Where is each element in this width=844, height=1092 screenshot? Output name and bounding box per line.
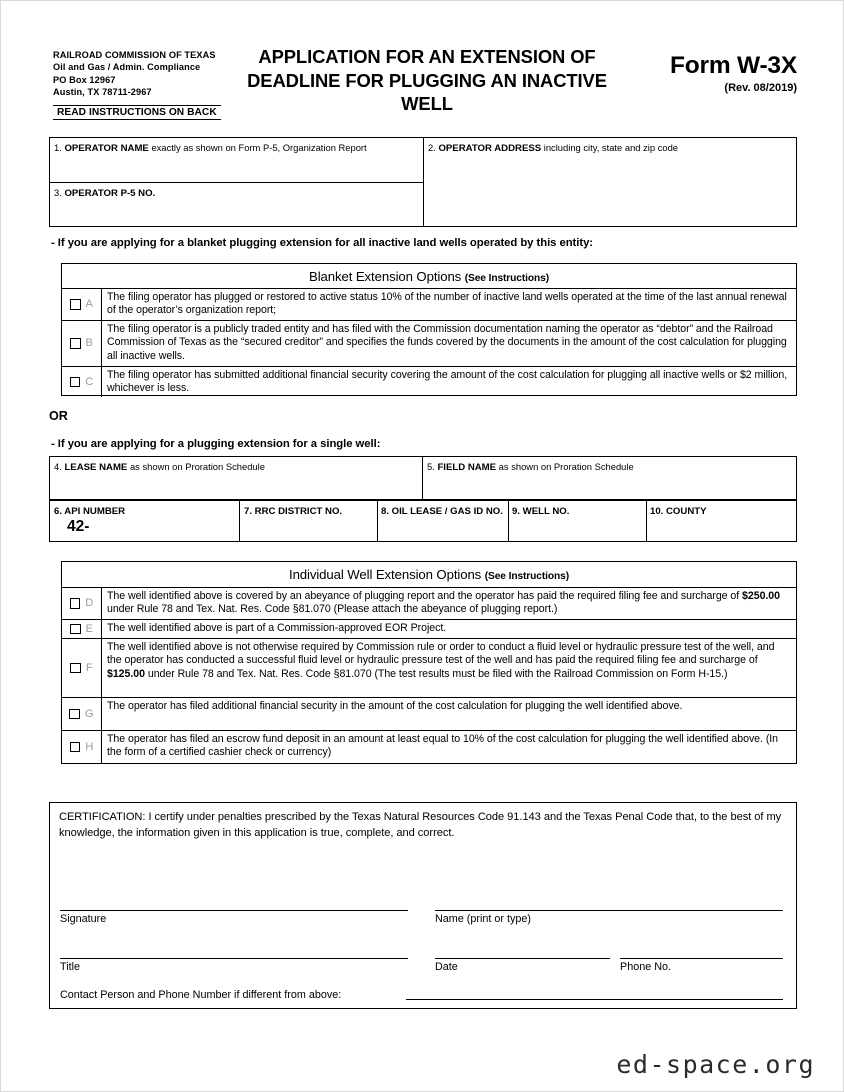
contact-person-label: Contact Person and Phone Number if different from above:	[60, 989, 342, 1001]
contact-person-line	[406, 999, 783, 1000]
blanket-option-row-a[interactable]	[62, 288, 796, 320]
checkbox-f[interactable]	[70, 663, 81, 674]
checkbox-h[interactable]	[70, 742, 81, 753]
blanket-option-c-checkbox-cell[interactable]	[62, 367, 102, 397]
api-number-prefix: 42-	[67, 518, 90, 535]
phone-line	[620, 958, 783, 959]
certification-statement: CERTIFICATION: I certify under penalties prescribed by the Texas Natural Resources Code 91.143 and the Texas Penal Code that, to the best of my knowledge, the information given in this application is true, complete, and correct.	[59, 811, 782, 839]
operator-name-rest: exactly as shown on Form P-5, Organization Report	[148, 142, 367, 153]
individual-option-h-text	[102, 731, 796, 760]
title-line	[60, 958, 408, 959]
title-label: Title	[60, 961, 80, 973]
lease-name-label	[54, 461, 265, 474]
date-input[interactable]	[435, 936, 610, 957]
operator-address-bold: OPERATOR ADDRESS	[438, 143, 542, 154]
individual-option-d-text	[102, 588, 796, 617]
or-separator-label: OR	[49, 409, 68, 423]
individual-option-row-g[interactable]	[62, 697, 796, 730]
well-identity-box	[49, 500, 797, 542]
form-number-block	[670, 53, 797, 96]
county-input[interactable]	[650, 519, 790, 539]
individual-option-d-amount: $250.00	[742, 590, 780, 602]
blanket-option-a-text: The filing operator has plugged or restored to active status 10% of the number of inactive land wells operated at the time of the last annual renewal of the operator’s organization report;	[107, 291, 787, 317]
well-identity-divider-2	[377, 501, 378, 541]
field-name-number: 5.	[427, 461, 435, 472]
blanket-section-caption: - If you are applying for a blanket plugging extension for all inactive land wells operated by this entity:	[51, 237, 594, 249]
phone-label: Phone No.	[620, 961, 672, 973]
rrc-district-label	[244, 505, 342, 518]
option-letter-h: H	[85, 740, 94, 753]
lease-name-rest: as shown on Proration Schedule	[127, 461, 265, 472]
date-line	[435, 958, 610, 959]
field-name-bold: FIELD NAME	[437, 462, 497, 473]
blanket-option-b-checkbox-cell[interactable]	[62, 321, 102, 366]
individual-option-f-amount: $125.00	[107, 667, 145, 680]
well-identity-divider-4	[646, 501, 647, 541]
operator-address-input[interactable]	[428, 157, 793, 223]
checkbox-c[interactable]	[70, 377, 81, 388]
individual-option-g-text-pre: The operator has filed additional financial security in the amount of the cost calculation for plugging the well identified above.	[107, 700, 683, 712]
lease-field-box	[49, 456, 797, 500]
signature-label: Signature	[60, 913, 107, 925]
checkbox-g[interactable]	[69, 709, 80, 720]
agency-line-3: PO Box 12967	[53, 74, 116, 85]
operator-info-box	[49, 137, 797, 227]
option-letter-b: B	[85, 337, 93, 349]
signature-line	[60, 910, 408, 911]
signature-input[interactable]	[60, 887, 408, 909]
read-instructions-banner: READ INSTRUCTIONS ON BACK	[53, 105, 221, 120]
agency-line-4: Austin, TX 78711-2967	[53, 87, 152, 98]
individual-option-e-text	[102, 620, 796, 635]
blanket-option-a-checkbox-cell[interactable]	[62, 289, 102, 320]
option-letter-e: E	[85, 622, 93, 635]
lease-name-bold: LEASE NAME	[64, 462, 128, 473]
page-title: APPLICATION FOR AN EXTENSION OF DEADLINE FOR PLUGGING AN INACTIVE WELL	[247, 46, 607, 114]
contact-person-input[interactable]	[406, 983, 783, 999]
well-identity-divider-1	[239, 501, 240, 541]
checkbox-a[interactable]	[70, 299, 81, 310]
name-label: Name (print or type)	[435, 913, 532, 925]
oil-lease-gas-id-input[interactable]	[381, 519, 503, 539]
county-label-text: 10. COUNTY	[650, 506, 707, 517]
individual-option-f-text-pre: The well identified above is not otherwise required by Commission rule or order to conduct a fluid level or hydraulic pressure test of the well, and the operator has conducted a successful fluid level or hydraulic pressure test of the well and has paid the required filing fee and surcharge of	[107, 641, 775, 667]
operator-p5-bold: OPERATOR P-5 NO.	[64, 188, 156, 199]
individual-option-e-text-pre: The well identified above is part of a Commission-approved EOR Project.	[107, 622, 447, 634]
single-well-section-caption: - If you are applying for a plugging extension for a single well:	[51, 438, 381, 450]
operator-p5-input[interactable]	[54, 202, 419, 225]
individual-options-title-note: (See Instructions)	[484, 571, 569, 582]
well-no-input[interactable]	[512, 519, 640, 539]
blanket-option-row-c[interactable]	[62, 366, 796, 397]
lease-name-number: 4.	[54, 461, 62, 472]
operator-address-number: 2.	[428, 142, 436, 153]
well-no-label	[512, 505, 569, 518]
well-identity-divider-3	[508, 501, 509, 541]
oil-lease-gas-id-label	[381, 505, 503, 518]
lease-name-input[interactable]	[54, 476, 418, 498]
operator-name-p5-divider	[50, 182, 423, 183]
blanket-options-title	[62, 269, 796, 284]
title-input[interactable]	[60, 936, 408, 957]
individual-option-g-checkbox-cell[interactable]	[62, 698, 102, 730]
blanket-option-b-text: The filing operator is a publicly traded entity and has filed with the Commission documentation naming the operator as “debtor” and the Railroad Commission of Texas as the “secured creditor” and specifies the funds covered by the documents in the amount of the cost calculation for plugging all inactive wells.	[107, 323, 787, 362]
operator-name-input[interactable]	[54, 157, 419, 181]
operator-address-rest: including city, state and zip code	[541, 142, 679, 153]
api-number-label-text: 6. API NUMBER	[54, 506, 126, 517]
operator-name-label	[54, 142, 367, 155]
option-letter-f: F	[85, 661, 93, 674]
individual-option-f-text-post: under Rule 78 and Tex. Nat. Res. Code §81.070 (The test results must be filed with the Railroad Commission on Form H-15.)	[144, 667, 728, 680]
date-label: Date	[435, 961, 458, 973]
individual-option-h-text-pre: The operator has filed an escrow fund deposit in an amount at least equal to 10% of the cost calculation for plugging the well identified above. (In the form of a certified cashier check or currency)	[107, 733, 779, 759]
individual-option-f-checkbox-cell[interactable]	[62, 639, 102, 697]
individual-option-row-f[interactable]	[62, 638, 796, 697]
lease-field-divider	[422, 457, 423, 499]
site-watermark: ed-space.org	[616, 1050, 815, 1079]
name-input[interactable]	[435, 887, 783, 909]
blanket-extension-options-table	[61, 263, 797, 396]
agency-line-2: Oil and Gas / Admin. Compliance	[53, 62, 201, 73]
individual-option-row-h[interactable]	[62, 730, 796, 763]
field-name-input[interactable]	[427, 476, 791, 498]
individual-options-title-text: Individual Well Extension Options	[289, 567, 485, 582]
operator-box-divider	[423, 138, 424, 226]
form-number: Form W-3X	[669, 52, 797, 79]
checkbox-b[interactable]	[70, 338, 81, 349]
individual-option-row-d[interactable]	[62, 587, 796, 619]
checkbox-d[interactable]	[70, 598, 81, 609]
operator-address-label	[428, 142, 678, 155]
agency-line-1: RAILROAD COMMISSION OF TEXAS	[53, 50, 216, 60]
operator-name-bold: OPERATOR NAME	[64, 143, 149, 154]
field-name-rest: as shown on Proration Schedule	[496, 461, 634, 472]
operator-p5-label	[54, 187, 155, 200]
individual-option-g-text	[102, 698, 796, 713]
well-no-label-text: 9. WELL NO.	[512, 506, 570, 517]
option-letter-c: C	[85, 375, 94, 388]
individual-option-d-text-pre: The well identified above is covered by an abeyance of plugging report and the operator has paid the required filing fee and surcharge of	[107, 590, 743, 602]
blanket-option-row-b[interactable]	[62, 320, 796, 366]
field-name-label	[427, 461, 634, 474]
individual-option-d-text-post: under Rule 78 and Tex. Nat. Res. Code §81.070 (Please attach the abeyance of plugging report.)	[107, 603, 558, 616]
option-letter-g: G	[84, 707, 94, 720]
oil-lease-gas-id-label-text: 8. OIL LEASE / GAS ID NO.	[381, 506, 503, 517]
individual-option-d-checkbox-cell[interactable]	[62, 588, 102, 619]
blanket-options-title-note: (See Instructions)	[464, 273, 549, 284]
option-letter-d: D	[85, 597, 94, 609]
operator-name-number: 1.	[54, 142, 62, 153]
rrc-district-label-text: 7. RRC DISTRICT NO.	[244, 506, 343, 517]
option-letter-a: A	[85, 298, 93, 310]
individual-option-e-checkbox-cell[interactable]	[62, 620, 102, 638]
name-line	[435, 910, 783, 911]
api-number-label	[54, 505, 125, 518]
rrc-district-input[interactable]	[244, 519, 372, 539]
individual-well-extension-options-table	[61, 561, 797, 764]
checkbox-e[interactable]	[70, 624, 81, 635]
api-number-input[interactable]	[102, 518, 234, 538]
blanket-option-c-text: The filing operator has submitted additional financial security covering the amount of the cost calculation for plugging all inactive wells or $2 million, whichever is less.	[107, 369, 788, 395]
phone-input[interactable]	[620, 936, 783, 957]
individual-options-title	[62, 567, 796, 582]
blanket-options-title-text: Blanket Extension Options	[309, 269, 465, 284]
form-revision: (Rev. 08/2019)	[724, 82, 797, 94]
individual-option-f-text	[102, 639, 796, 681]
individual-option-h-checkbox-cell[interactable]	[62, 731, 102, 763]
individual-option-row-e[interactable]	[62, 619, 796, 638]
county-label	[650, 505, 707, 518]
operator-p5-number: 3.	[54, 187, 62, 198]
certification-box	[49, 802, 797, 1009]
